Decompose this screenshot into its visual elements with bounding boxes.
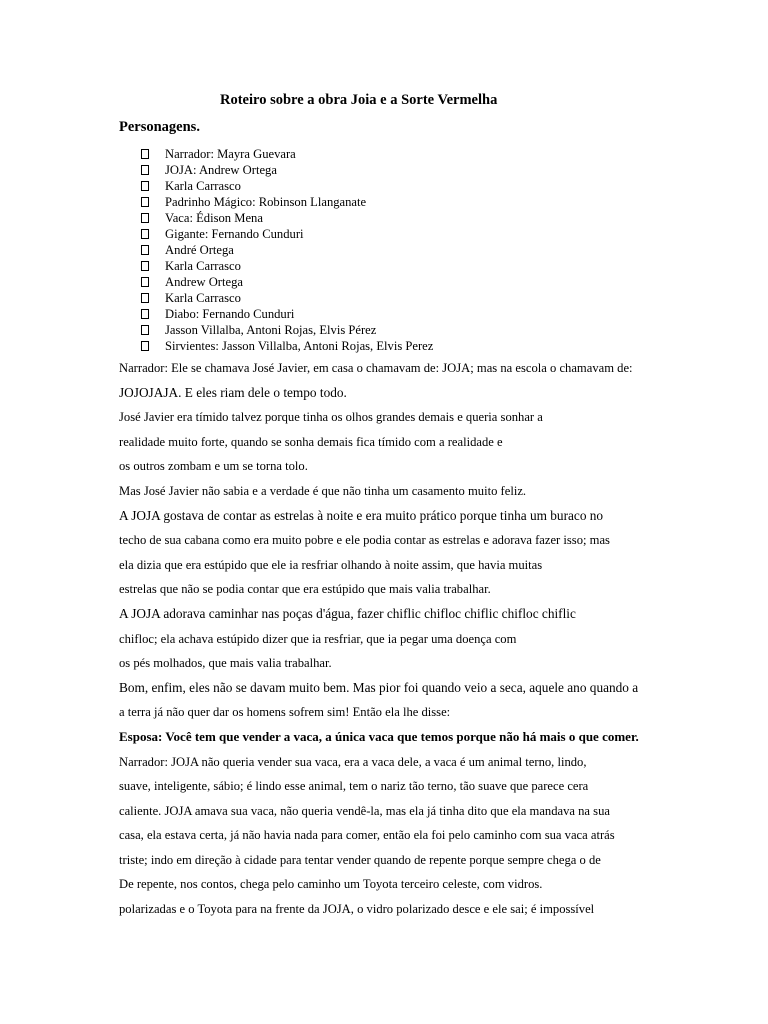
character-text: Karla Carrasco xyxy=(165,259,241,273)
script-line: Bom, enfim, eles não se davam muito bem. Mas pior foi quando veio a seca, aquele ano quando a xyxy=(119,679,639,695)
script-line: techo de sua cabana como era muito pobre e ele podia contar as estrelas e adorava fazer isso; mas xyxy=(119,533,610,548)
document-title: Roteiro sobre a obra Joia e a Sorte Vermelha xyxy=(220,92,498,108)
script-line: os pés molhados, que mais valia trabalhar. xyxy=(119,656,332,671)
checkbox-bullet-icon xyxy=(141,165,149,175)
character-text: Karla Carrasco xyxy=(165,179,241,193)
character-text: JOJA: Andrew Ortega xyxy=(165,163,277,177)
character-text: André Ortega xyxy=(165,243,234,257)
character-item xyxy=(141,242,433,258)
script-line: realidade muito forte, quando se sonha demais fica tímido com a realidade e xyxy=(119,434,503,449)
character-item xyxy=(141,258,433,274)
script-line: chifloc; ela achava estúpido dizer que ia resfriar, que ia pegar uma doença com xyxy=(119,631,517,646)
script-line: Mas José Javier não sabia e a verdade é que não tinha um casamento muito feliz. xyxy=(119,483,527,498)
character-text: Narrador: Mayra Guevara xyxy=(165,147,296,161)
character-text: Sirvientes: Jasson Villalba, Antoni Rojas, Elvis Perez xyxy=(165,339,434,353)
character-item xyxy=(141,290,433,306)
character-item xyxy=(141,210,433,226)
character-text: Vaca: Édison Mena xyxy=(165,211,263,225)
checkbox-bullet-icon xyxy=(141,181,149,191)
character-text: Padrinho Mágico: Robinson Llanganate xyxy=(165,195,367,209)
character-item xyxy=(141,162,433,178)
character-item xyxy=(141,146,433,162)
script-line: Narrador: JOJA não queria vender sua vaca, era a vaca dele, a vaca é um animal terno, lindo, xyxy=(119,754,587,769)
script-line: os outros zombam e um se torna tolo. xyxy=(119,459,308,474)
script-line: polarizadas e o Toyota para na frente da JOJA, o vidro polarizado desce e ele sai; é impossível xyxy=(119,902,595,917)
character-item xyxy=(141,322,433,338)
script-line-dialogue: Esposa: Você tem que vender a vaca, a única vaca que temos porque não há mais o que comer. xyxy=(119,728,639,744)
script-line: suave, inteligente, sábio; é lindo esse animal, tem o nariz tão terno, tão suave que parece cera xyxy=(119,779,589,794)
character-item xyxy=(141,178,433,194)
script-line: a terra já não quer dar os homens sofrem sim! Então ela lhe disse: xyxy=(119,705,451,720)
character-item xyxy=(141,306,433,322)
character-item xyxy=(141,338,433,354)
script-line: JOJOJAJA. E eles riam dele o tempo todo. xyxy=(119,384,347,400)
checkbox-bullet-icon xyxy=(141,341,149,351)
character-item xyxy=(141,194,433,210)
checkbox-bullet-icon xyxy=(141,309,149,319)
script-line: De repente, nos contos, chega pelo caminho um Toyota terceiro celeste, com vidros. xyxy=(119,877,543,892)
checkbox-bullet-icon xyxy=(141,149,149,159)
character-text: Andrew Ortega xyxy=(165,275,243,289)
checkbox-bullet-icon xyxy=(141,277,149,287)
script-line: estrelas que não se podia contar que era estúpido que mais valia trabalhar. xyxy=(119,582,491,597)
script-line: casa, ela estava certa, já não havia nada para comer, então ela foi pelo caminho com sua vaca atrás xyxy=(119,828,615,843)
character-item xyxy=(141,274,433,290)
checkbox-bullet-icon xyxy=(141,213,149,223)
checkbox-bullet-icon xyxy=(141,229,149,239)
character-list xyxy=(141,146,433,354)
script-line: A JOJA gostava de contar as estrelas à noite e era muito prático porque tinha um buraco no xyxy=(119,507,604,523)
checkbox-bullet-icon xyxy=(141,245,149,255)
character-text: Karla Carrasco xyxy=(165,291,241,305)
section-heading: Personagens. xyxy=(119,119,200,135)
script-line: A JOJA adorava caminhar nas poças d'água, fazer chiflic chifloc chiflic chifloc chiflic xyxy=(119,605,576,621)
checkbox-bullet-icon xyxy=(141,325,149,335)
character-item xyxy=(141,226,433,242)
checkbox-bullet-icon xyxy=(141,261,149,271)
script-line: Narrador: Ele se chamava José Javier, em casa o chamavam de: JOJA; mas na escola o chamavam de: xyxy=(119,361,633,375)
checkbox-bullet-icon xyxy=(141,293,149,303)
character-text: Gigante: Fernando Cunduri xyxy=(165,227,304,241)
script-line: caliente. JOJA amava sua vaca, não queria vendê-la, mas ela já tinha dito que ela mandava na sua xyxy=(119,803,610,818)
character-text: Jasson Villalba, Antoni Rojas, Elvis Pérez xyxy=(165,323,377,337)
script-line: triste; indo em direção à cidade para tentar vender quando de repente porque sempre chega o de xyxy=(119,852,601,867)
script-line: José Javier era tímido talvez porque tinha os olhos grandes demais e queria sonhar a xyxy=(119,410,543,425)
script-line: ela dizia que era estúpido que ele ia resfriar olhando à noite assim, que havia muitas xyxy=(119,557,543,572)
character-text: Diabo: Fernando Cunduri xyxy=(165,307,295,321)
script-body xyxy=(119,359,659,925)
checkbox-bullet-icon xyxy=(141,197,149,207)
